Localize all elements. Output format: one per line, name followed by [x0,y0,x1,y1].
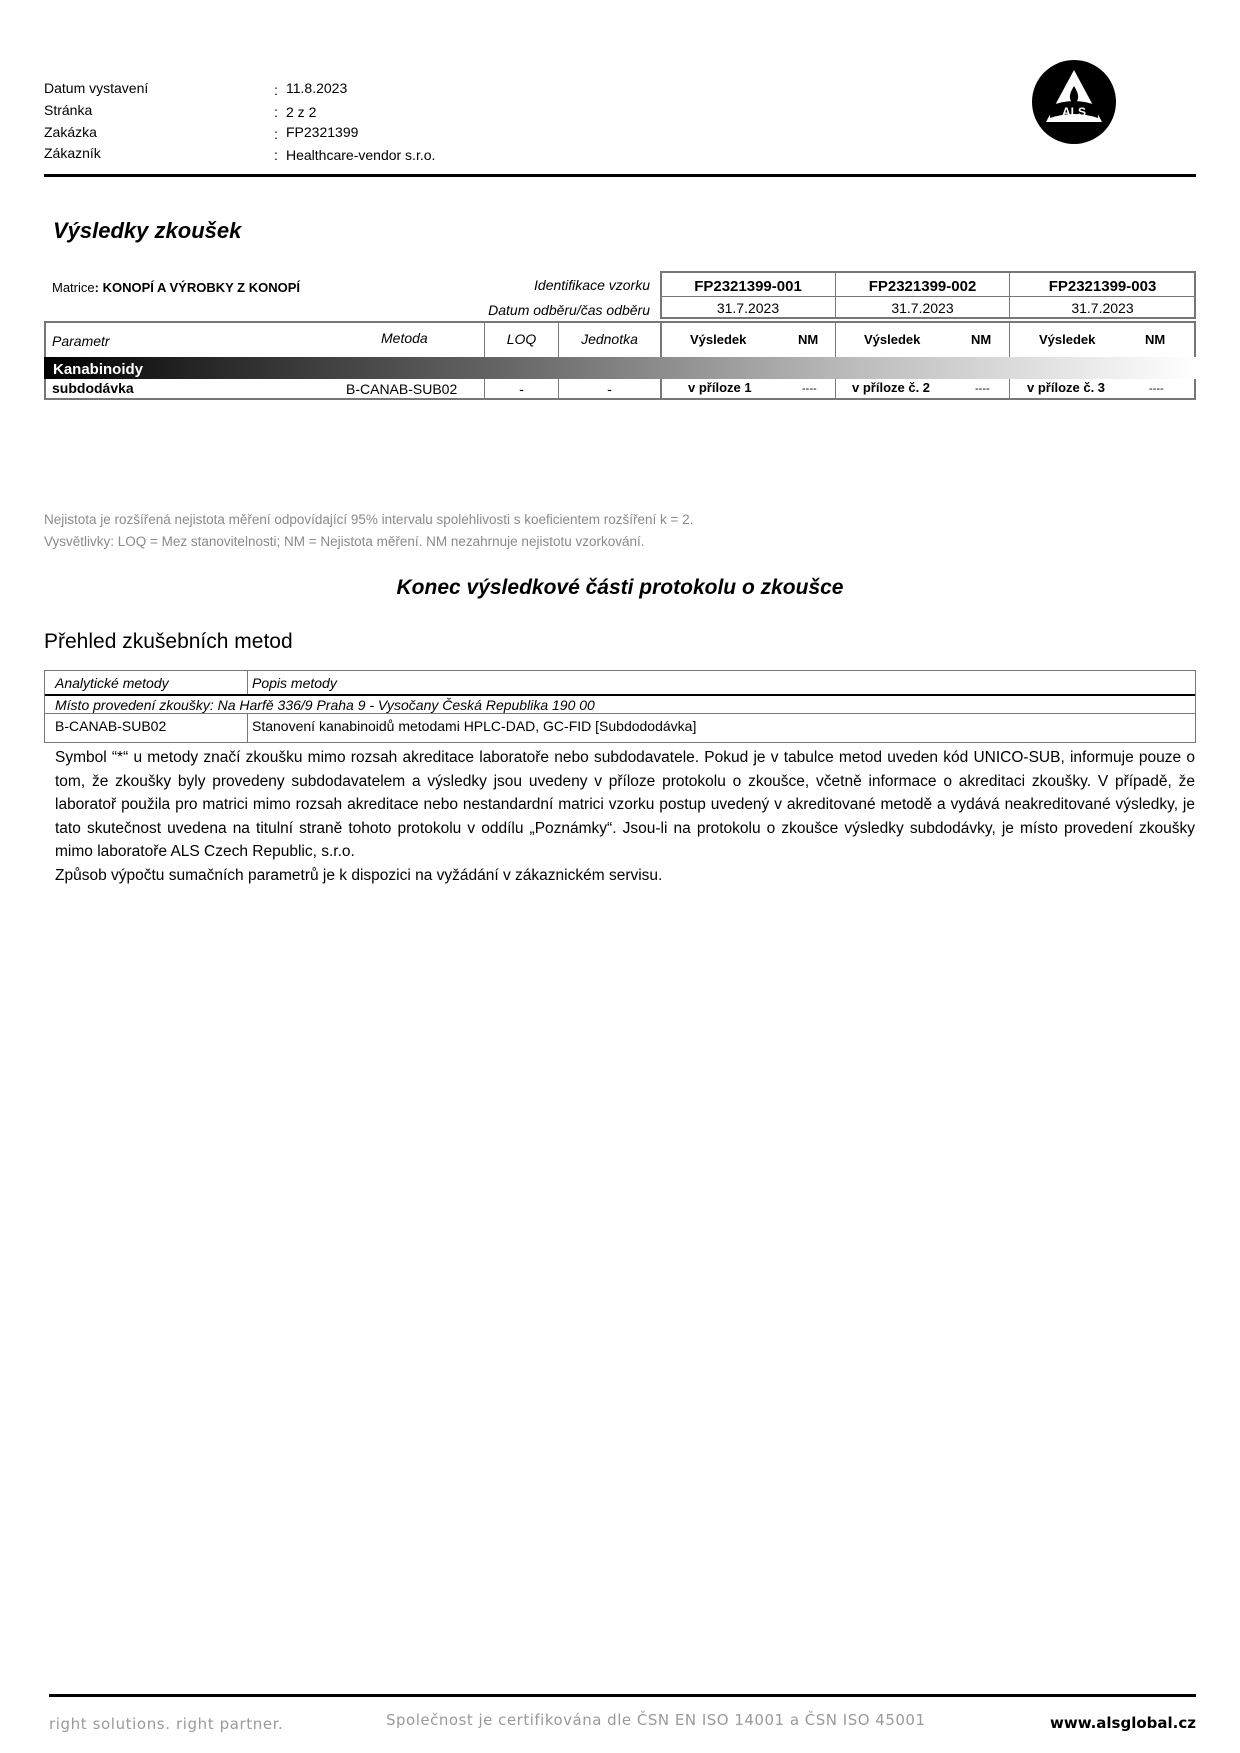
row-nm-2: ---- [975,383,990,395]
col-vysledek-3: Výsledek [1039,332,1096,347]
row-jednotka: - [607,381,612,397]
ident-label: Identifikace vzorku [534,277,650,293]
matrice [52,280,300,295]
row-parametr: subdodávka [52,380,134,396]
matrice-value: : KONOPÍ A VÝROBKY Z KONOPÍ [94,280,300,295]
end-of-results-heading: Konec výsledkové části protokolu o zkoušce [396,576,844,599]
meta-colon: : [274,104,278,120]
sample-id-3: FP2321399-003 [1048,278,1157,295]
col-loq: LOQ [506,331,537,347]
meta-colon: : [274,126,278,142]
footer-rule [49,1694,1196,1697]
sample-id-2: FP2321399-002 [868,278,977,295]
meta-label-stranka: Stránka [44,102,93,118]
als-logo [1032,60,1116,144]
col-nm-3: NM [1145,332,1166,347]
method-description: Stanovení kanabinoidů metodami HPLC-DAD, GC-FID [Subdododávka] [252,718,697,734]
footer-slogan: right solutions. right partner. [49,1715,284,1733]
meta-label-zakaznik: Zákazník [44,145,101,161]
row-loq: - [519,381,524,397]
methods-para-2: Způsob výpočtu sumačních parametrů je k dispozici na vyžádání v zákaznickém servisu. [55,866,663,884]
group-label: Kanabinoidy [53,361,144,378]
row-nm-1: ---- [802,383,817,395]
meta-value-stranka: 2 z 2 [286,104,317,120]
datum-label: Datum odběru/čas odběru [488,302,650,318]
header-rule [44,174,1196,177]
note-uncertainty: Nejistota je rozšířená nejistota měření odpovídající 95% intervalu spolehlivosti s koeficientem rozšíření k = 2. [44,512,694,527]
sample-id-1: FP2321399-001 [694,278,802,295]
results-title: Výsledky zkoušek [53,218,242,243]
meta-value-zakaznik: Healthcare-vendor s.r.o. [286,147,436,163]
meta-colon: : [274,82,278,98]
row-result-3: v příloze č. 3 [1027,380,1106,395]
col-nm-2: NM [971,332,992,347]
matrice-label: Matrice [52,280,95,295]
methods-paragraph [55,746,1195,887]
col-vysledek-2: Výsledek [864,332,921,347]
sample-date-1: 31.7.2023 [716,300,780,316]
sample-date-2: 31.7.2023 [891,300,954,316]
methods-para-1: Symbol “*“ u metody značí zkoušku mimo rozsah akreditace laboratoře nebo subdodavatele. Pokud je v tabulce metod uveden kód UNICO-SUB, informuje pouze o tom, že zkoušky byly provedeny subdodavatelem a výsledky jsou uvedeny v příloze protokolu o zkoušce, včetně informace o akreditaci zkoušky. V případě, že laboratoř použila pro matrici mimo rozsah akreditace nebo nestandardní matrici vzorku postup uvedený v akreditované metodě a vydává neakreditované výsledky, je tato skutečnost uvedena na titulní straně tohoto protokolu v oddílu „Poznámky“. Jsou-li na protokolu o zkoušce výsledky subdodávky, je místo provedení zkoušky mimo laboratoře ALS Czech Republic, s.r.o. [55,749,1195,860]
meta-label-zakazka: Zakázka [44,124,97,140]
col-vysledek-1: Výsledek [690,332,747,347]
group-header-bar [44,357,1196,379]
meta-value-datum: 11.8.2023 [286,80,348,96]
col-jednotka: Jednotka [581,331,638,347]
row-metoda: B-CANAB-SUB02 [346,381,458,397]
methods-title: Přehled zkušebních metod [44,630,293,653]
sample-date-3: 31.7.2023 [1071,300,1134,316]
meta-colon: : [274,147,278,163]
row-result-2: v příloze č. 2 [852,380,931,395]
misto-provedeni: Místo provedení zkoušky: Na Harfě 336/9 Praha 9 - Vysočany Česká Republika 190 00 [55,697,595,713]
logo-text: ALS [1062,105,1086,119]
col-nm-1: NM [798,332,819,347]
col-analyticke-metody: Analytické metody [55,675,169,691]
row-result-1: v příloze 1 [688,380,752,395]
col-parametr: Parametr [52,333,110,349]
method-code: B-CANAB-SUB02 [55,718,167,734]
meta-value-zakazka: FP2321399 [286,124,359,140]
row-nm-3: ---- [1149,383,1164,395]
footer-website-link[interactable]: www.alsglobal.cz [1049,1714,1196,1732]
col-metoda: Metoda [381,330,428,346]
col-popis-metody: Popis metody [252,675,337,691]
meta-label-datum: Datum vystavení [44,80,149,96]
note-legend: Vysvětlivky: LOQ = Mez stanovitelnosti; NM = Nejistota měření. NM nezahrnuje nejistotu vzorkování. [44,534,645,549]
footer-certification: Společnost je certifikována dle ČSN EN ISO 14001 a ČSN ISO 45001 [386,1711,926,1729]
